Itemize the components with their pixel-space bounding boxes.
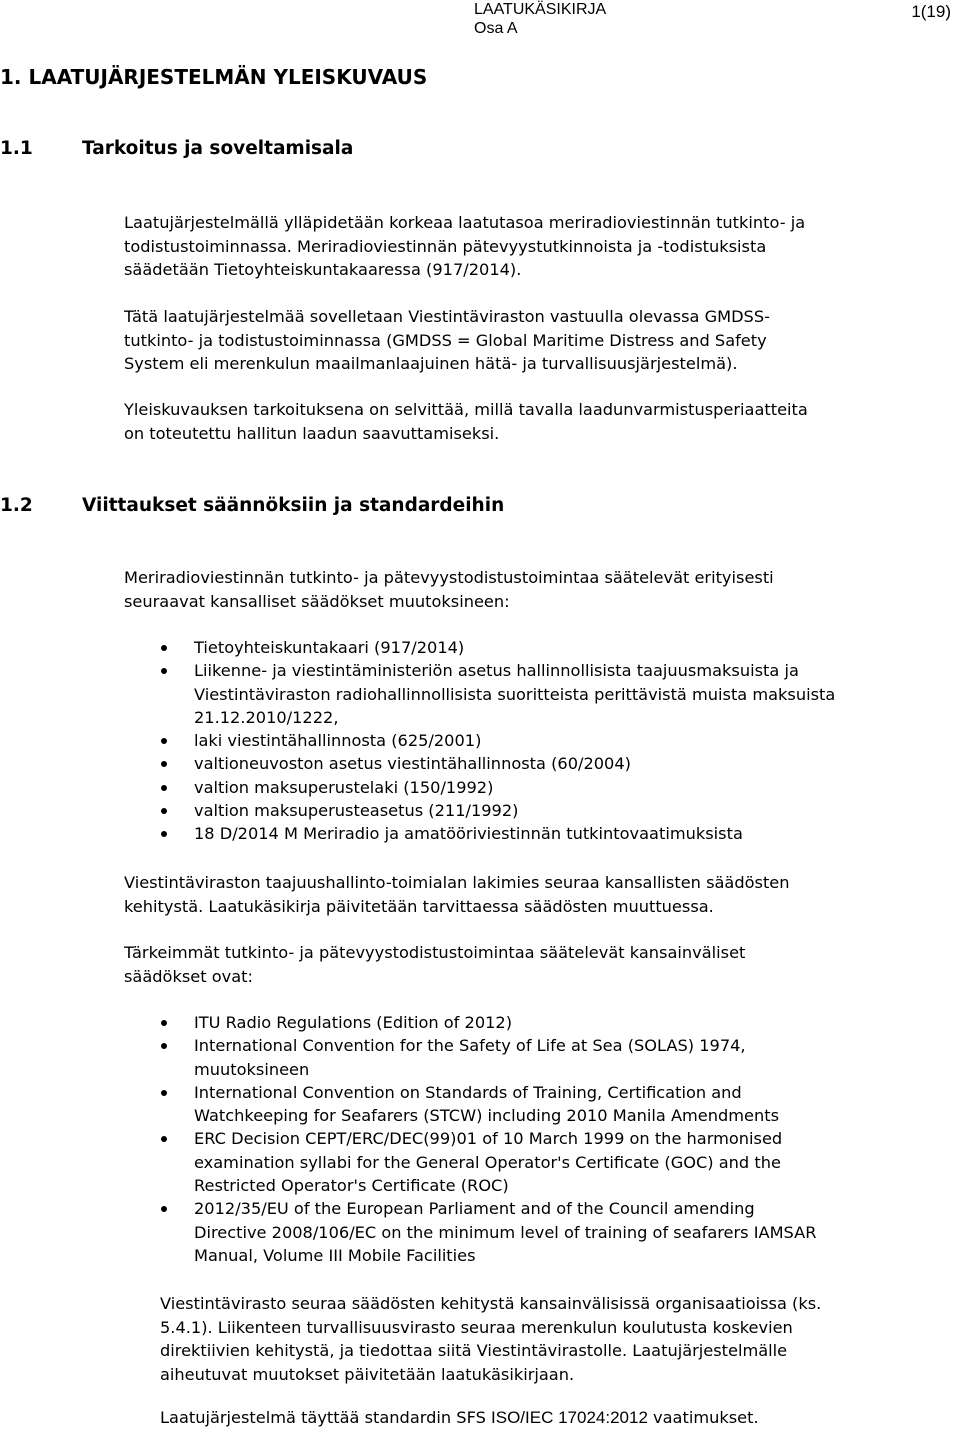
text-line: Yleiskuvauksen tarkoituksena on selvittää, millä tavalla laadunvarmistusperiaatteita <box>124 400 808 419</box>
text-line: Restricted Operator's Certificate (ROC) <box>194 1176 509 1196</box>
list-item <box>124 822 960 845</box>
text-line: säädetään Tietoyhteiskuntakaaressa (917/2014). <box>124 260 522 279</box>
text-line: Viestintäviraston taajuushallinto-toimialan lakimies seuraa kansallisten säädösten <box>124 873 790 892</box>
text-line: ERC Decision CEPT/ERC/DEC(99)01 of 10 March 1999 on the harmonised <box>194 1129 783 1149</box>
bullet-icon <box>161 831 167 837</box>
section-1-heading: 1. LAATUJÄRJESTELMÄN YLEISKUVAUS <box>0 65 428 89</box>
bullet-icon <box>161 668 167 674</box>
bullet-icon <box>161 1090 167 1096</box>
text-line: Directive 2008/106/EC on the minimum level of training of seafarers IAMSAR <box>194 1222 817 1242</box>
text-line: International Convention for the Safety of Life at Sea (SOLAS) 1974, <box>194 1036 746 1056</box>
text-line: kehitystä. Laatukäsikirja päivitetään tarvittaessa säädösten muuttuessa. <box>124 896 714 916</box>
text-line: Watchkeeping for Seafarers (STCW) including 2010 Manila Amendments <box>194 1106 780 1126</box>
statement-text-start: Laatujärjestelmä täyttää standardin SFS <box>160 1408 492 1427</box>
bullet-icon <box>161 1136 167 1142</box>
bullet-icon <box>161 1206 167 1212</box>
text-line: Liikenne- ja viestintäministeriön asetus hallinnollisista taajuusmaksuista ja <box>194 661 799 681</box>
text-line: muutoksineen <box>194 1059 310 1079</box>
document-header <box>474 0 606 38</box>
paragraph-national-intro <box>124 566 960 613</box>
paragraph-scope <box>124 305 960 376</box>
text-line: Tärkeimmät tutkinto- ja pätevyystodistustoimintaa säätelevät kansainväliset <box>124 943 746 962</box>
section-1-1-title: Tarkoitus ja soveltamisala <box>82 138 354 159</box>
list-item <box>124 1034 960 1081</box>
document-part: Osa A <box>474 20 518 37</box>
bullet-icon <box>161 761 167 767</box>
paragraph-purpose <box>124 211 960 282</box>
text-line: direktiivien kehitystä, ja tiedottaa siitä Viestintävirastolle. Laatujärjestelmälle <box>160 1341 788 1360</box>
text-line: Viestintävirasto seuraa säädösten kehitystä kansainvälisissä organisaatioissa (ks. <box>160 1294 822 1313</box>
bullet-icon <box>161 1043 167 1049</box>
text-line: ITU Radio Regulations (Edition of 2012) <box>194 1013 513 1032</box>
text-line: todistustoiminnassa. Meriradioviestinnän pätevyystutkinnoista ja -todistuksista <box>124 236 767 256</box>
text-line: Tietoyhteiskuntakaari (917/2014) <box>194 638 465 657</box>
standard-reference: ISO/IEC 17024:2012 <box>491 1408 648 1427</box>
text-line: International Convention on Standards of Training, Certification and <box>194 1082 742 1102</box>
bullet-icon <box>161 645 167 651</box>
text-line: valtion maksuperusteasetus (211/1992) <box>194 801 519 821</box>
list-item <box>124 752 960 775</box>
text-line: aiheutuvat muutokset päivitetään laatukäsikirjaan. <box>160 1364 575 1384</box>
text-line: valtion maksuperustelaki (150/1992) <box>194 777 494 797</box>
section-1-1-heading <box>0 137 353 161</box>
text-line: Meriradioviestinnän tutkinto- ja pätevyystodistustoimintaa säätelevät erityisesti <box>124 568 774 587</box>
text-line: Manual, Volume III Mobile Facilities <box>194 1245 476 1265</box>
standard-compliance-statement <box>160 1406 759 1430</box>
text-line: 2012/35/EU of the European Parliament and of the Council amending <box>194 1199 755 1219</box>
list-item <box>124 1197 960 1267</box>
text-line: Viestintäviraston radiohallinnollisista suoritteista perittävistä muista maksuista <box>194 684 836 704</box>
text-line: seuraavat kansalliset säädökset muutoksineen: <box>124 591 510 611</box>
bullet-icon <box>161 808 167 814</box>
section-1-2-number: 1.2 <box>0 495 33 516</box>
list-item <box>124 636 960 659</box>
section-1-2-title: Viittaukset säännöksiin ja standardeihin <box>82 495 505 516</box>
paragraph-national-follow <box>124 871 960 918</box>
bullet-icon <box>161 785 167 791</box>
bullet-icon <box>161 738 167 744</box>
national-regulations-list <box>124 636 960 846</box>
list-item <box>124 776 960 799</box>
paragraph-international-follow <box>160 1292 960 1386</box>
page-number: 1(19) <box>911 2 951 21</box>
list-item <box>124 659 960 729</box>
text-line: 5.4.1). Liikenteen turvallisuusvirasto seuraa merenkulun koulutusta koskevien <box>160 1317 793 1337</box>
text-line: säädökset ovat: <box>124 966 253 986</box>
list-item <box>124 1127 960 1197</box>
text-line: laki viestintähallinnosta (625/2001) <box>194 731 482 751</box>
text-line: 21.12.2010/1222, <box>194 707 339 727</box>
statement-text-end: vaatimukset. <box>647 1408 759 1427</box>
international-regulations-list <box>124 1011 960 1267</box>
text-line: tutkinto- ja todistustoiminnassa (GMDSS = Global Maritime Distress and Safety <box>124 330 767 350</box>
text-line: System eli merenkulun maailmanlaajuinen hätä- ja turvallisuusjärjestelmä). <box>124 354 738 373</box>
list-item <box>124 799 960 822</box>
paragraph-international-intro <box>124 941 960 988</box>
list-item <box>124 729 960 752</box>
bullet-icon <box>161 1020 167 1026</box>
paragraph-overview-goal <box>124 398 960 445</box>
list-item <box>124 1081 960 1128</box>
text-line: Laatujärjestelmällä ylläpidetään korkeaa laatutasoa meriradioviestinnän tutkinto- ja <box>124 213 806 232</box>
text-line: 18 D/2014 M Meriradio ja amatööriviestinnän tutkintovaatimuksista <box>194 824 743 844</box>
section-1-1-number: 1.1 <box>0 138 33 159</box>
text-line: examination syllabi for the General Operator's Certificate (GOC) and the <box>194 1152 781 1172</box>
document-type: LAATUKÄSIKIRJA <box>474 1 607 18</box>
text-line: on toteutettu hallitun laadun saavuttamiseksi. <box>124 423 500 443</box>
list-item <box>124 1011 960 1034</box>
text-line: Tätä laatujärjestelmää sovelletaan Viestintäviraston vastuulla olevassa GMDSS- <box>124 307 770 326</box>
text-line: valtioneuvoston asetus viestintähallinnosta (60/2004) <box>194 754 631 774</box>
section-1-2-heading <box>0 494 504 518</box>
